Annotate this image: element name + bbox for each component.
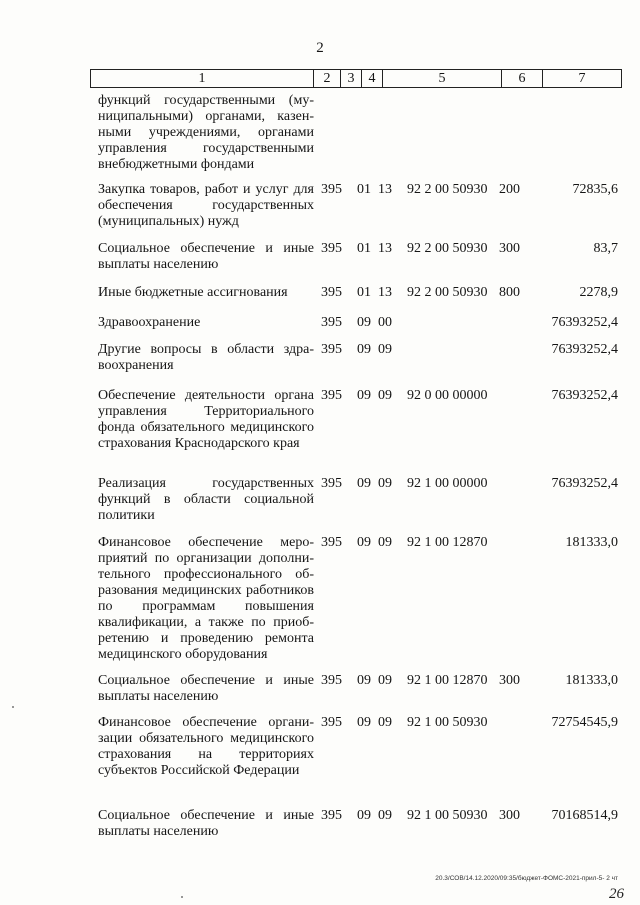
row-section-code: 09 <box>357 535 371 550</box>
row-section-code: 09 <box>357 315 371 330</box>
column-number-header <box>90 69 622 88</box>
row-glava-code: 395 <box>321 342 342 357</box>
row-target-article-code: 92 1 00 12870 <box>407 673 488 688</box>
row-description: функций государственными (муниципальными) органами, казенными учреждениями, органами управления государственными внебюджетными фондами <box>98 93 314 172</box>
row-subsection-code: 09 <box>378 476 392 491</box>
row-section-code: 01 <box>357 285 371 300</box>
document-footer-stamp: 20.3/СОВ/14.12.2020/09:35/бюджет-ФОМС-2021-прил-5- 2 чт <box>435 875 618 882</box>
row-expense-type-code: 300 <box>499 673 520 688</box>
row-section-code: 09 <box>357 715 371 730</box>
row-amount: 2278,9 <box>579 285 618 300</box>
row-subsection-code: 00 <box>378 315 392 330</box>
row-glava-code: 395 <box>321 182 342 197</box>
header-col-1: 1 <box>91 70 314 88</box>
row-section-code: 01 <box>357 182 371 197</box>
row-amount: 181333,0 <box>565 535 618 550</box>
row-section-code: 09 <box>357 476 371 491</box>
row-glava-code: 395 <box>321 715 342 730</box>
handwritten-page-mark: 26 <box>609 886 624 902</box>
row-section-code: 09 <box>357 342 371 357</box>
row-expense-type-code: 300 <box>499 808 520 823</box>
row-glava-code: 395 <box>321 476 342 491</box>
row-glava-code: 395 <box>321 535 342 550</box>
row-target-article-code: 92 2 00 50930 <box>407 182 488 197</box>
row-amount: 76393252,4 <box>551 476 618 491</box>
row-description: Обеспечение деятельности органа управления Территориального фонда обязательного медицинского страхования Краснодарского края <box>98 388 314 451</box>
row-description: Закупка товаров, работ и услуг для обеспечения государственных (муниципальных) нужд <box>98 182 314 229</box>
row-amount: 76393252,4 <box>551 388 618 403</box>
row-target-article-code: 92 1 00 50930 <box>407 808 488 823</box>
row-amount: 83,7 <box>593 241 618 256</box>
row-section-code: 09 <box>357 808 371 823</box>
row-target-article-code: 92 2 00 50930 <box>407 241 488 256</box>
row-description: Финансовое обеспечение мероприятий по организации дополнительного профессионального образования медицинских работников по программам повышения квалификации, а также по приобретению и проведению ремонта медицинского оборудования <box>98 535 314 662</box>
row-expense-type-code: 800 <box>499 285 520 300</box>
header-col-6: 6 <box>502 70 543 88</box>
row-description: Иные бюджетные ассигнования <box>98 285 288 300</box>
row-amount: 181333,0 <box>565 673 618 688</box>
row-subsection-code: 09 <box>378 342 392 357</box>
row-section-code: 09 <box>357 388 371 403</box>
row-subsection-code: 13 <box>378 241 392 256</box>
row-description: Финансовое обеспечение организации обязательного медицинского страхования на территориях субъектов Российской Федерации <box>98 715 314 778</box>
scan-speck <box>181 896 183 898</box>
row-description: Социальное обеспечение и иные выплаты населению <box>98 673 314 704</box>
header-col-5: 5 <box>383 70 502 88</box>
row-subsection-code: 09 <box>378 388 392 403</box>
header-col-4: 4 <box>362 70 383 88</box>
row-description: Социальное обеспечение и иные выплаты населению <box>98 808 314 839</box>
row-amount: 72754545,9 <box>551 715 618 730</box>
header-col-7: 7 <box>543 70 622 88</box>
row-section-code: 09 <box>357 673 371 688</box>
row-glava-code: 395 <box>321 808 342 823</box>
row-subsection-code: 09 <box>378 535 392 550</box>
row-description: Здравоохранение <box>98 315 201 330</box>
row-expense-type-code: 300 <box>499 241 520 256</box>
row-amount: 70168514,9 <box>551 808 618 823</box>
row-description: Социальное обеспечение и иные выплаты населению <box>98 241 314 272</box>
row-amount: 76393252,4 <box>551 315 618 330</box>
row-subsection-code: 13 <box>378 182 392 197</box>
row-description: Другие вопросы в области здравоохранения <box>98 342 314 373</box>
row-subsection-code: 09 <box>378 808 392 823</box>
row-amount: 76393252,4 <box>551 342 618 357</box>
header-col-2: 2 <box>314 70 341 88</box>
row-target-article-code: 92 0 00 00000 <box>407 388 488 403</box>
scan-speck <box>12 706 14 708</box>
row-expense-type-code: 200 <box>499 182 520 197</box>
row-target-article-code: 92 1 00 50930 <box>407 715 488 730</box>
row-subsection-code: 13 <box>378 285 392 300</box>
row-glava-code: 395 <box>321 673 342 688</box>
page-number: 2 <box>316 40 324 56</box>
row-subsection-code: 09 <box>378 715 392 730</box>
header-col-3: 3 <box>341 70 362 88</box>
row-target-article-code: 92 1 00 12870 <box>407 535 488 550</box>
row-description: Реализация государственных функций в области социальной политики <box>98 476 314 523</box>
row-target-article-code: 92 2 00 50930 <box>407 285 488 300</box>
row-glava-code: 395 <box>321 285 342 300</box>
row-subsection-code: 09 <box>378 673 392 688</box>
row-target-article-code: 92 1 00 00000 <box>407 476 488 491</box>
row-glava-code: 395 <box>321 241 342 256</box>
row-glava-code: 395 <box>321 388 342 403</box>
row-glava-code: 395 <box>321 315 342 330</box>
row-section-code: 01 <box>357 241 371 256</box>
row-amount: 72835,6 <box>572 182 618 197</box>
